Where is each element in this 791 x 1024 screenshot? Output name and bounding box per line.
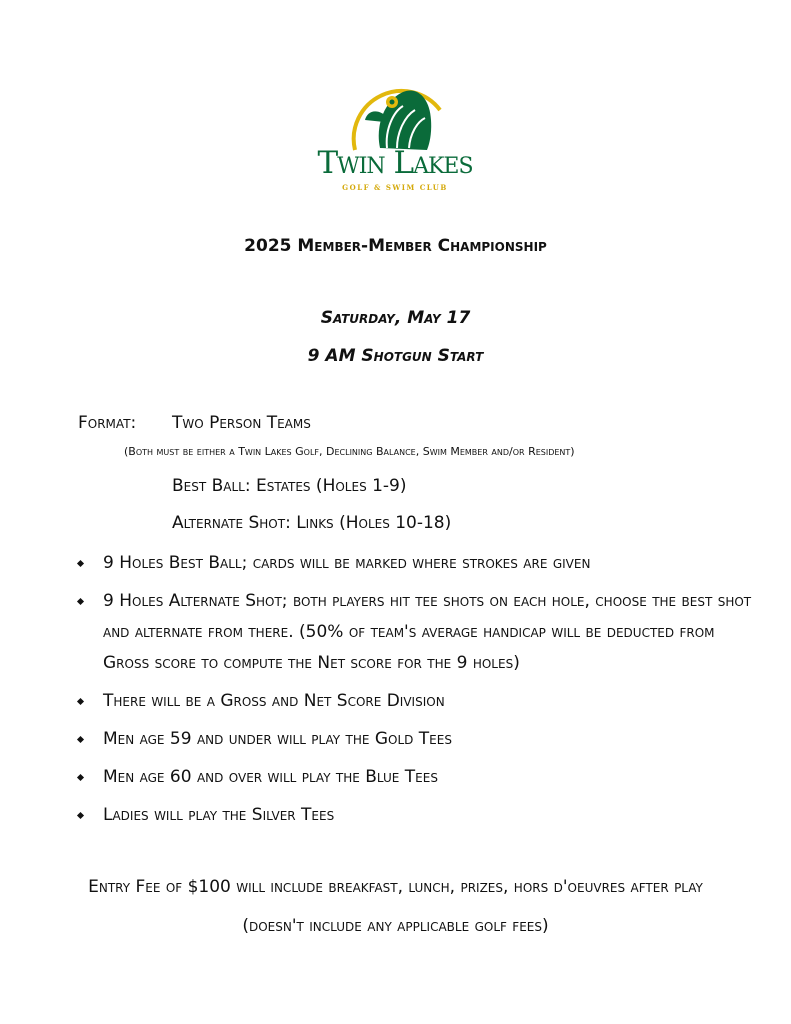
alternate-shot-line: Alternate Shot: Links (Holes 10-18)	[172, 513, 452, 533]
list-item	[78, 762, 758, 793]
bullet-icon	[77, 560, 84, 567]
list-item-text: 9 Holes Alternate Shot; both players hit tee shots on each hole, choose the best shot and alternate from there. (50% of team's average handicap will be deducted from Gross score to compute the Net score for the 9 holes)	[103, 591, 752, 673]
format-label: Format:	[78, 413, 137, 433]
list-item-text: Men age 60 and over will play the Blue Tees	[103, 767, 438, 787]
club-logo	[305, 70, 485, 205]
bullet-icon	[77, 812, 84, 819]
event-start: 9 AM Shotgun Start	[307, 346, 484, 366]
heron-emblem-icon	[345, 70, 445, 152]
rules-list	[78, 548, 758, 838]
list-item	[78, 548, 758, 579]
list-item	[78, 586, 758, 679]
list-item-text: Ladies will play the Silver Tees	[103, 805, 335, 825]
list-item-text: There will be a Gross and Net Score Division	[103, 691, 445, 711]
format-value: Two Person Teams	[172, 413, 311, 433]
list-item	[78, 686, 758, 717]
bullet-icon	[77, 598, 84, 605]
eligibility-note: (Both must be either a Twin Lakes Golf, Declining Balance, Swim Member and/or Resident)	[124, 445, 575, 458]
page-title: 2025 Member-Member Championship	[244, 236, 547, 256]
bullet-icon	[77, 736, 84, 743]
event-date: Saturday, May 17	[320, 308, 471, 328]
logo-subtitle: GOLF & SWIM CLUB	[342, 183, 448, 192]
list-item	[78, 724, 758, 755]
entry-fee-note: (doesn't include any applicable golf fees)	[242, 916, 549, 936]
list-item-text: Men age 59 and under will play the Gold Tees	[103, 729, 452, 749]
best-ball-line: Best Ball: Estates (Holes 1-9)	[172, 476, 407, 496]
list-item-text: 9 Holes Best Ball; cards will be marked where strokes are given	[103, 553, 591, 573]
list-item	[78, 800, 758, 831]
logo-title: Twin Lakes	[317, 145, 473, 181]
bullet-icon	[77, 698, 84, 705]
entry-fee: Entry Fee of $100 will include breakfast, lunch, prizes, hors d'oeuvres after play	[88, 877, 703, 897]
bullet-icon	[77, 774, 84, 781]
